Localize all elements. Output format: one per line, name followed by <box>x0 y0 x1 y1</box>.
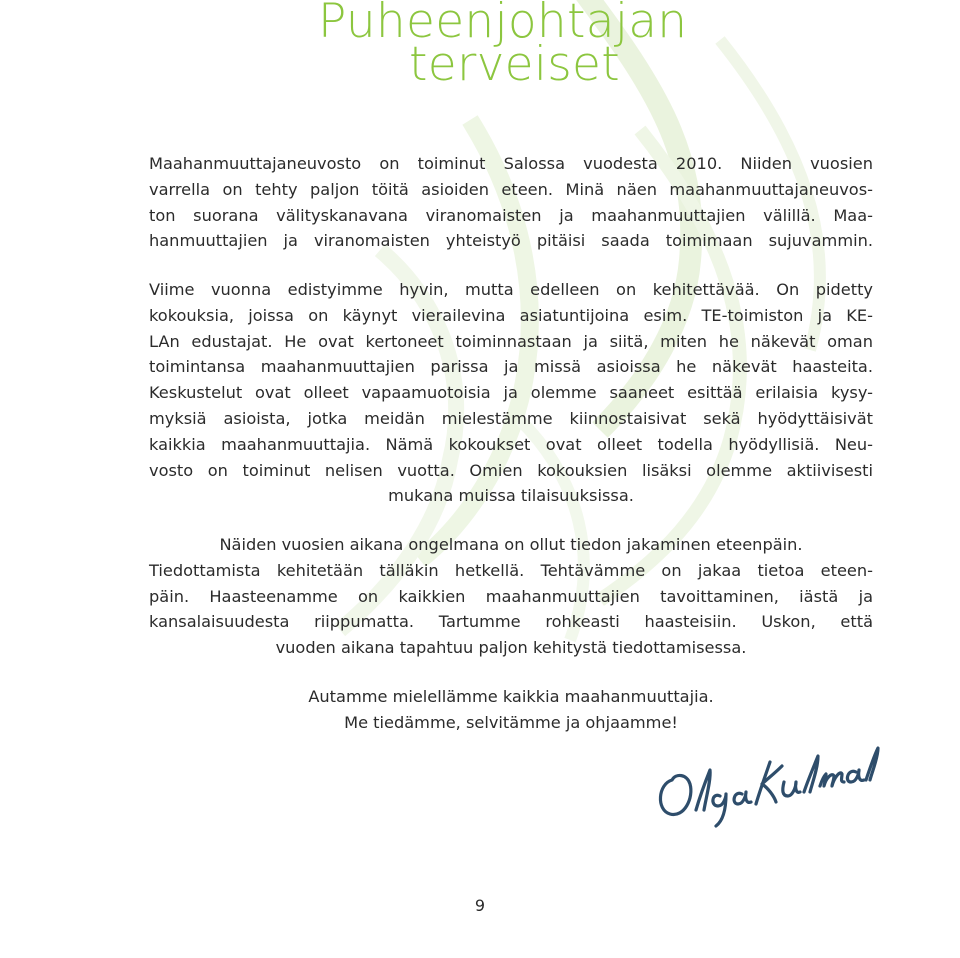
text-line: LAn edustajat. He ovat kertoneet toiminnastaan ja siitä, miten he näkevät oman <box>149 331 873 351</box>
page-number: 9 <box>474 896 486 915</box>
page-title <box>318 0 688 92</box>
text-line: päin. Haasteenamme on kaikkien maahanmuuttajien tavoittaminen, iästä ja <box>149 586 873 606</box>
text-line: Näiden vuosien aikana ongelmana on ollut tiedon jakaminen eteenpäin. <box>219 535 803 554</box>
paragraph-4 <box>149 684 873 736</box>
paragraph-3 <box>149 532 873 661</box>
text-line: mukana muissa tilaisuuksissa. <box>388 486 634 506</box>
signature <box>654 740 884 830</box>
text-line: kansalaisuudesta riippumatta. Tartumme rohkeasti haasteisiin. Uskon, että <box>149 612 873 632</box>
title-line-1: Puheenjohtajan <box>318 0 688 49</box>
paragraph-1 <box>149 151 873 254</box>
text-line: Autamme mielellämme kaikkia maahanmuuttajia. <box>308 687 714 706</box>
text-line: Viime vuonna edistyimme hyvin, mutta edelleen on kehitettävää. On pidetty <box>149 280 873 299</box>
text-line: hanmuuttajien ja viranomaisten yhteistyö pitäisi saada toimimaan sujuvammin. <box>149 231 873 251</box>
title-line-2: terveiset <box>409 37 620 92</box>
text-line: toimintansa maahanmuuttajien parissa ja missä asioissa he näkevät haasteita. <box>149 357 873 377</box>
paragraph-2 <box>149 277 873 509</box>
text-line: kaikkia maahanmuuttajia. Nämä kokoukset ovat olleet todella hyödyllisiä. Neu- <box>149 434 873 454</box>
text-line: Keskustelut ovat olleet vapaamuotoisia ja olemme saaneet esittää erilaisia kysy- <box>149 383 873 403</box>
text-line: varrella on tehty paljon töitä asioiden eteen. Minä näen maahanmuuttajaneuvos- <box>149 179 873 199</box>
text-line: myksiä asioista, jotka meidän mielestämme kiinnostaisivat sekä hyödyttäisivät <box>149 408 873 428</box>
text-line: kokouksia, joissa on käynyt vierailevina asiatuntijoina esim. TE-toimiston ja KE- <box>149 305 873 325</box>
text-line: Me tiedämme, selvitämme ja ohjaamme! <box>344 712 678 732</box>
text-line: vuoden aikana tapahtuu paljon kehitystä tiedottamisessa. <box>275 638 747 658</box>
text-line: Tiedottamista kehitetään tälläkin hetkellä. Tehtävämme on jakaa tietoa eteen- <box>149 560 873 580</box>
text-line: vosto on toiminut nelisen vuotta. Omien kokouksien lisäksi olemme aktiivisesti <box>149 460 873 480</box>
text-line: ton suorana välityskanavana viranomaisten ja maahanmuuttajien välillä. Maa- <box>149 205 873 225</box>
text-line: Maahanmuuttajaneuvosto on toiminut Salossa vuodesta 2010. Niiden vuosien <box>149 154 873 173</box>
